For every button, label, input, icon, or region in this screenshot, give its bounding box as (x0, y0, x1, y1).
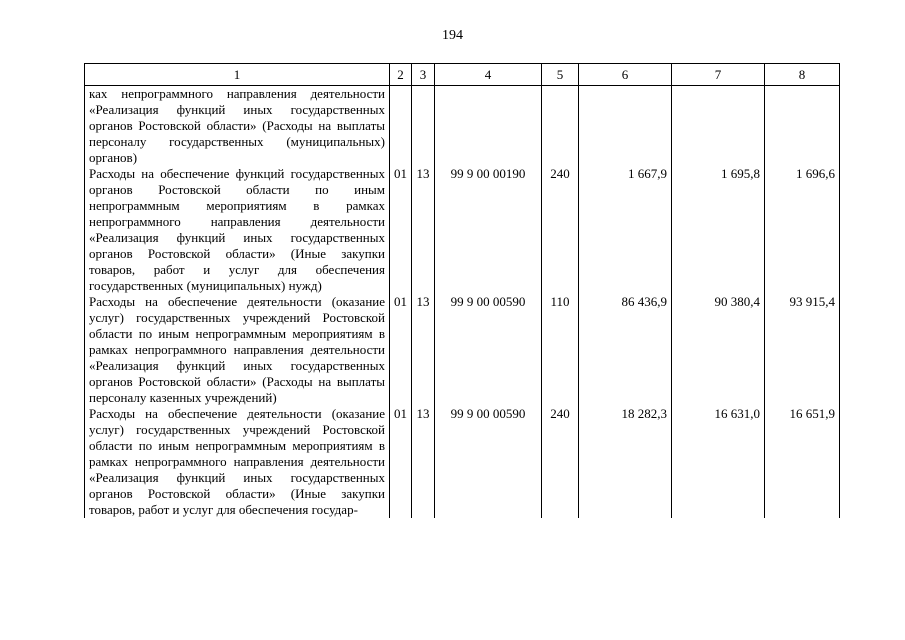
target-article-code (435, 86, 542, 167)
amount-col8: 93 915,4 (765, 294, 840, 406)
column-header: 2 (390, 64, 412, 86)
amount-col7 (672, 86, 765, 167)
expense-type-code: 110 (542, 294, 579, 406)
column-header: 5 (542, 64, 579, 86)
target-article-code: 99 9 00 00190 (435, 166, 542, 294)
section-code (390, 86, 412, 167)
row-description: Расходы на обеспечение функций государственных органов Ростовской области по иным непрограммным мероприятиям в рамках непрограммного направления деятельности «Реализация функций иных государственных органов Ростовской области» (Иные закупки товаров, работ и услуг для обеспечения государственных (муниципальных) нужд) (85, 166, 390, 294)
amount-col8 (765, 86, 840, 167)
subsection-code: 13 (412, 406, 435, 518)
amount-col6: 86 436,9 (579, 294, 672, 406)
table-row (85, 86, 840, 167)
page-number: 194 (442, 28, 463, 43)
expense-type-code: 240 (542, 166, 579, 294)
amount-col6: 1 667,9 (579, 166, 672, 294)
amount-col6 (579, 86, 672, 167)
amount-col7: 1 695,8 (672, 166, 765, 294)
budget-table (84, 63, 840, 518)
subsection-code (412, 86, 435, 167)
target-article-code: 99 9 00 00590 (435, 406, 542, 518)
table-row (85, 406, 840, 518)
column-header: 3 (412, 64, 435, 86)
expense-type-code (542, 86, 579, 167)
subsection-code: 13 (412, 166, 435, 294)
section-code: 01 (390, 406, 412, 518)
column-header: 7 (672, 64, 765, 86)
column-header: 4 (435, 64, 542, 86)
amount-col7: 16 631,0 (672, 406, 765, 518)
column-header: 8 (765, 64, 840, 86)
subsection-code: 13 (412, 294, 435, 406)
table-row (85, 166, 840, 294)
row-description: Расходы на обеспечение деятельности (оказание услуг) государственных учреждений Ростовской области по иным непрограммным мероприятиям в рамках непрограммного направления деятельности «Реализация функций иных государственных органов Ростовской области» (Расходы на выплаты персоналу казенных учреждений) (85, 294, 390, 406)
amount-col8: 1 696,6 (765, 166, 840, 294)
amount-col7: 90 380,4 (672, 294, 765, 406)
amount-col6: 18 282,3 (579, 406, 672, 518)
column-header: 6 (579, 64, 672, 86)
row-description: Расходы на обеспечение деятельности (оказание услуг) государственных учреждений Ростовской области по иным непрограммным мероприятиям в рамках непрограммного направления деятельности «Реализация функций иных государственных органов Ростовской области» (Иные закупки товаров, работ и услуг для обеспечения государ- (85, 406, 390, 518)
table-row (85, 294, 840, 406)
section-code: 01 (390, 294, 412, 406)
target-article-code: 99 9 00 00590 (435, 294, 542, 406)
expense-type-code: 240 (542, 406, 579, 518)
column-header: 1 (85, 64, 390, 86)
amount-col8: 16 651,9 (765, 406, 840, 518)
section-code: 01 (390, 166, 412, 294)
row-description: ках непрограммного направления деятельности «Реализация функций иных государственных органов Ростовской области» (Расходы на выплаты персоналу государственных (муниципальных) органов) (85, 86, 390, 167)
table-header-row (85, 64, 840, 86)
